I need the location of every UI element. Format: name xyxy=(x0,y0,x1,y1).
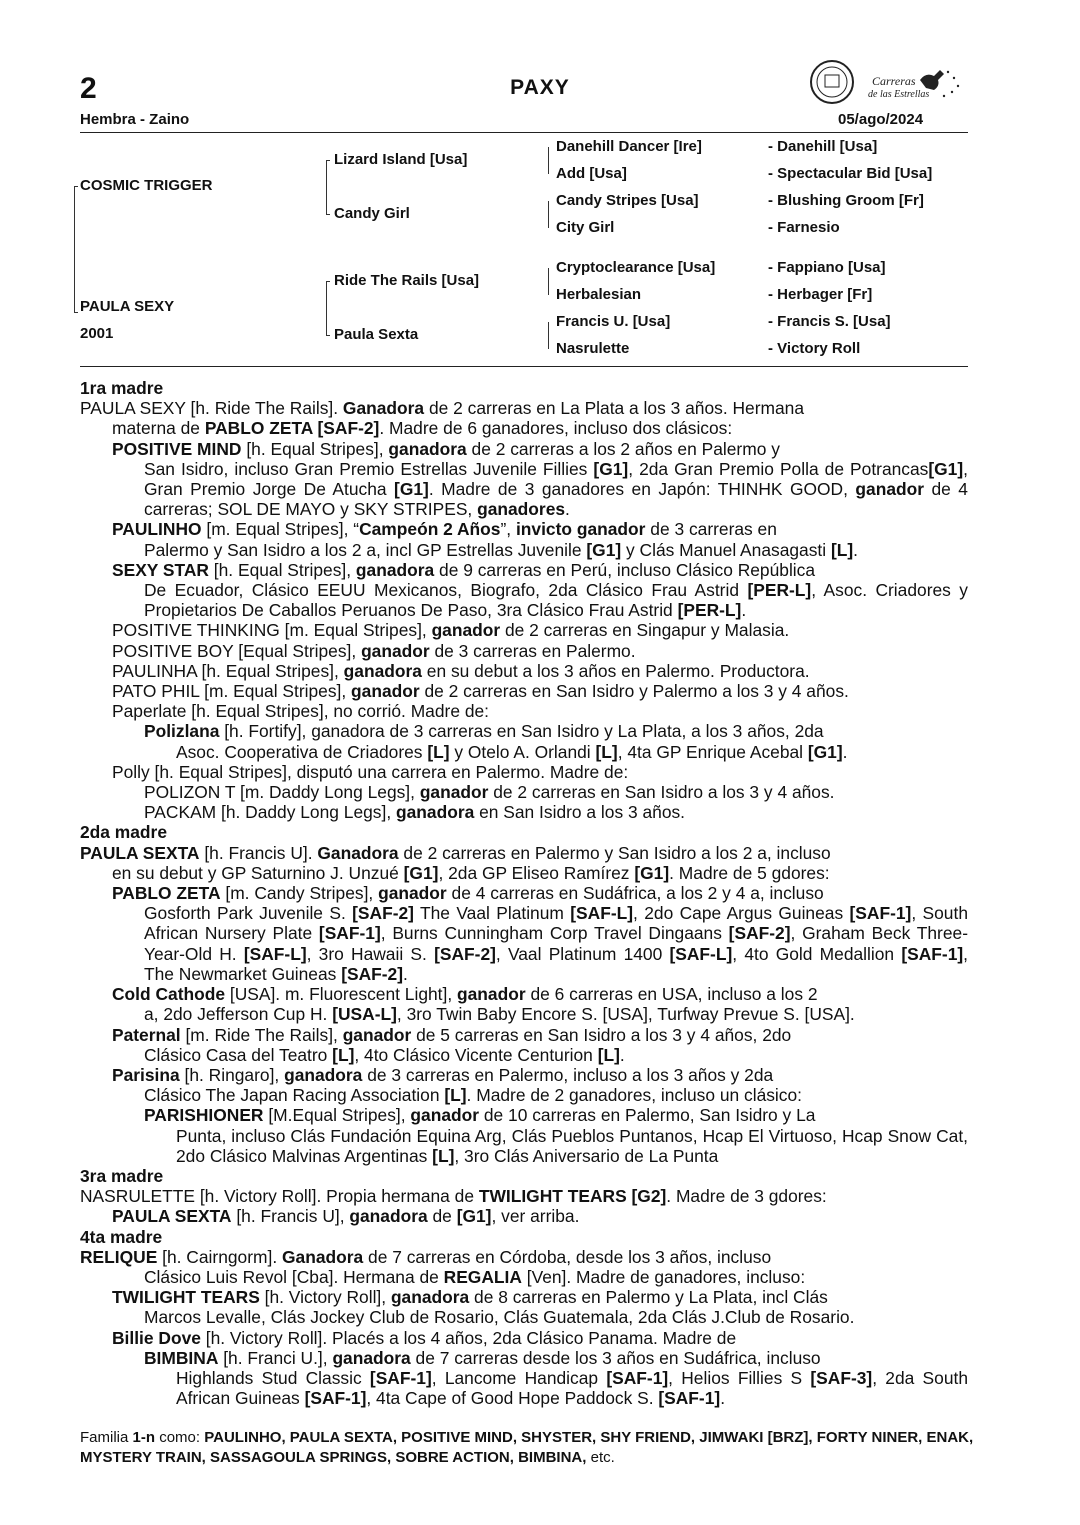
section-1ra-madre: 1ra madre xyxy=(80,378,164,398)
tick xyxy=(74,312,78,313)
produce-pato-phil: PATO PHIL [m. Equal Stripes], ganador de 2 carreras en San Isidro y Palermo a los 3 y 4 años. xyxy=(112,681,849,702)
pedigree-rule xyxy=(80,366,968,367)
family-list: PAULINHO, PAULA SEXTA, POSITIVE MIND, SHYSTER, SHY FRIEND, JIMWAKI [BRZ], FORTY NINER, ENAK, MYSTERY TRAIN, SASSAGOULA SPRINGS, SOBRE ACTION, BIMBINA, xyxy=(80,1429,974,1466)
gen4-7: - Francis S. [Usa] xyxy=(768,313,891,330)
header-rule xyxy=(80,132,968,133)
tick xyxy=(326,281,330,282)
gen4-8: - Victory Roll xyxy=(768,340,861,357)
sale-date: 05/ago/2024 xyxy=(838,111,924,128)
produce-paulinho: PAULINHO [m. Equal Stripes], “Campeón 2 Años”, invicto ganador de 3 carreras en Palermo y San Isidro a los 2 a, incl GP Estrellas Juvenile [G1] y Clás Manuel Anasagasti [L]. xyxy=(112,519,858,560)
family-number: 1-n xyxy=(132,1429,156,1446)
bracket-g3a xyxy=(548,147,549,174)
produce-positive-boy: POSITIVE BOY [Equal Stripes], ganador de 3 carreras en Palermo. xyxy=(112,640,636,661)
fourth-dam-entry: RELIQUE [h. Cairngorm]. Ganadora de 7 carreras en Córdoba, desde los 3 años, incluso Clásico Luis Revol [Cba]. Hermana de REGALIA [Ven]. Madre de ganadores, incluso: xyxy=(80,1246,806,1287)
gen4-2: - Spectacular Bid [Usa] xyxy=(768,165,933,182)
logo-text-2: de las Estrellas xyxy=(868,89,930,100)
sire-sire: Lizard Island [Usa] xyxy=(334,151,468,168)
gen3-1: Danehill Dancer [Ire] xyxy=(556,138,702,155)
produce-polly: Polly [h. Equal Stripes], disputó una carrera en Palermo. Madre de: xyxy=(112,761,629,782)
tick xyxy=(326,335,330,336)
third-dam-entry: NASRULETTE [h. Victory Roll]. Propia hermana de TWILIGHT TEARS [G2]. Madre de 3 gdores: xyxy=(80,1186,827,1207)
bracket-g3b xyxy=(548,201,549,228)
gen3-2: Add [Usa] xyxy=(556,165,627,182)
section-3ra-madre: 3ra madre xyxy=(80,1165,164,1186)
produce-parishioner: PARISHIONER [M.Equal Stripes], ganador de 10 carreras en Palermo, San Isidro y La Punta, incluso Clás Fundación Equina Arg, Clás Pueblos Puntanos, Hcap El Virtuoso, Hcap Snow Cat, 2do Clásico Malvinas Argentinas [L], 3ro Clás Aniversario de La Punta xyxy=(144,1105,968,1166)
gen3-4: City Girl xyxy=(556,219,615,236)
dam-year: 2001 xyxy=(80,325,114,342)
produce-bimbina: BIMBINA [h. Franci U.], ganadora de 7 carreras desde los 3 años en Sudáfrica, incluso Highlands Stud Classic [SAF-1], Lancome Handicap [SAF-1], Helios Fillies S [SAF-3], 2da South African Guineas [SAF-1], 4ta Cape of Good Hope Paddock S. [SAF-1]. xyxy=(144,1347,968,1409)
bracket-gen2a xyxy=(326,160,327,214)
gen4-4: - Farnesio xyxy=(768,219,840,236)
produce-positive-mind: POSITIVE MIND [h. Equal Stripes], ganadora de 2 carreras a los 2 años en Palermo y San Isidro, incluso Gran Premio Estrellas Juvenile Fillies [G1], 2da Gran Premio Polla de Potrancas[G1], Gran Premio Jorge De Atucha [G1]. Madre de 3 ganadores en Japón: THINHK GOOD, ganador de 4 carreras; SOL DE MAYO y SKY STRIPES, ganadores. xyxy=(112,438,968,520)
catalogue-body xyxy=(80,378,968,1408)
family-label: Familia xyxy=(80,1429,129,1446)
produce-paula-sexta: PAULA SEXTA [h. Francis U], ganadora de [G1], ver arriba. xyxy=(112,1206,580,1227)
tick xyxy=(74,186,78,187)
produce-twilight-tears: TWILIGHT TEARS [h. Victory Roll], ganadora de 8 carreras en Palermo y La Plata, incl Clás Marcos Levalle, Clás Jockey Club de Rosario, Clás Guatemala, 2da Clás J.Club de Rosario. xyxy=(112,1287,855,1328)
gen3-7: Francis U. [Usa] xyxy=(556,313,671,330)
family-line xyxy=(80,1428,975,1468)
gen4-5: - Fappiano [Usa] xyxy=(768,259,886,276)
tick xyxy=(326,214,330,215)
gen3-3: Candy Stripes [Usa] xyxy=(556,192,699,209)
produce-pablo-zeta: PABLO ZETA [m. Candy Stripes], ganador de 4 carreras en Sudáfrica, a los 2 y 4 a, incluso Gosforth Park Juvenile S. [SAF-2] The Vaal Platinum [SAF-L], 2do Cape Argus Guineas [SAF-1], South African Nursery Plate [SAF-1], Burns Cunningham Corp Travel Dingaans [SAF-2], Graham Beck Three-Year-Old H. [SAF-L], 3ro Hawaii S. [SAF-2], Vaal Platinum 1400 [SAF-L], 4to Gold Medallion [SAF-1], The Newmarket Guineas [SAF-2]. xyxy=(112,883,968,984)
bracket-gen2b xyxy=(326,281,327,335)
event-logo xyxy=(808,58,968,106)
dam-dam: Paula Sexta xyxy=(334,326,419,343)
section-2da-madre: 2da madre xyxy=(80,822,167,843)
lot-number: 2 xyxy=(80,72,97,105)
horse-name: PAXY xyxy=(510,76,570,99)
gen3-6: Herbalesian xyxy=(556,286,642,303)
gen4-3: - Blushing Groom [Fr] xyxy=(768,192,924,209)
bracket-g3d xyxy=(548,322,549,349)
sex-coat: Hembra - Zaino xyxy=(80,111,190,128)
produce-polizon-t: POLIZON T [m. Daddy Long Legs], ganador de 2 carreras en San Isidro a los 3 y 4 años. xyxy=(144,782,835,803)
produce-parisina: Parisina [h. Ringaro], ganadora de 3 carreras en Palermo, incluso a los 3 años y 2da Clásico The Japan Racing Association [L]. Madre de 2 ganadores, incluso un clásico: xyxy=(112,1064,802,1106)
produce-paulinha: PAULINHA [h. Equal Stripes], ganadora en su debut a los 3 años en Palermo. Productora. xyxy=(112,660,810,681)
gen4-1: - Danehill [Usa] xyxy=(768,138,878,155)
section-4ta-madre: 4ta madre xyxy=(80,1226,163,1247)
produce-polizlana: Polizlana [h. Fortify], ganadora de 3 carreras en San Isidro y La Plata, a los 3 años, 2da Asoc. Cooperativa de Criadores [L] y Otelo A. Orlandi [L], 4ta GP Enrique Acebal [G1]. xyxy=(144,721,848,762)
produce-positive-thinking: POSITIVE THINKING [m. Equal Stripes], ganador de 2 carreras en Singapur y Malasia. xyxy=(112,620,790,641)
dam-sire: Ride The Rails [Usa] xyxy=(334,272,480,289)
produce-packam: PACKAM [h. Daddy Long Legs], ganadora en San Isidro a los 3 años. xyxy=(144,802,686,823)
tick xyxy=(326,160,330,161)
sire-dam: Candy Girl xyxy=(334,205,410,222)
gen4-6: - Herbager [Fr] xyxy=(768,286,873,303)
logo-text-1: Carreras xyxy=(872,74,916,88)
sire: COSMIC TRIGGER xyxy=(80,177,213,194)
produce-paternal: Paternal [m. Ride The Rails], ganador de 5 carreras en San Isidro a los 3 y 4 años, 2do Clásico Casa del Teatro [L], 4to Clásico Vicente Centurion [L]. xyxy=(112,1024,792,1065)
dam: PAULA SEXY xyxy=(80,298,175,315)
family-etc: etc. xyxy=(590,1449,615,1466)
produce-paperlate: Paperlate [h. Equal Stripes], no corrió. Madre de: xyxy=(112,701,489,722)
second-dam-entry: PAULA SEXTA [h. Francis U]. Ganadora de 2 carreras en Palermo y San Isidro a los 2 a, incluso en su debut y GP Saturnino J. Unzué [G1], 2da GP Eliseo Ramírez [G1]. Madre de 5 gdores: xyxy=(80,842,831,883)
gen3-5: Cryptoclearance [Usa] xyxy=(556,259,716,276)
family-como: como: xyxy=(159,1429,201,1446)
bracket-g3c xyxy=(548,268,549,295)
gen3-8: Nasrulette xyxy=(556,340,630,357)
produce-billie-dove: Billie Dove [h. Victory Roll]. Placés a los 4 años, 2da Clásico Panama. Madre de xyxy=(112,1327,737,1348)
dam-entry: PAULA SEXY [h. Ride The Rails]. Ganadora de 2 carreras en La Plata a los 3 años. Hermana materna de PABLO ZETA [SAF-2]. Madre de 6 ganadores, incluso dos clásicos: xyxy=(80,398,805,439)
produce-cold-cathode: Cold Cathode [USA]. m. Fluorescent Light], ganador de 6 carreras en USA, incluso a los 2 a, 2do Jefferson Cup H. [USA-L], 3ro Twin Baby Encore S. [USA], Turfway Prevue S. [USA]. xyxy=(112,984,855,1025)
bracket-gen1 xyxy=(74,186,75,312)
produce-sexy-star: SEXY STAR [h. Equal Stripes], ganadora de 9 carreras en Perú, incluso Clásico República De Ecuador, Clásico EEUU Mexicanos, Biografo, 2da Clásico Frau Astrid [PER-L], Asoc. Criadores y Propietarios De Caballos Peruanos De Paso, 3ra Clásico Frau Astrid [PER-L]. xyxy=(112,559,968,621)
